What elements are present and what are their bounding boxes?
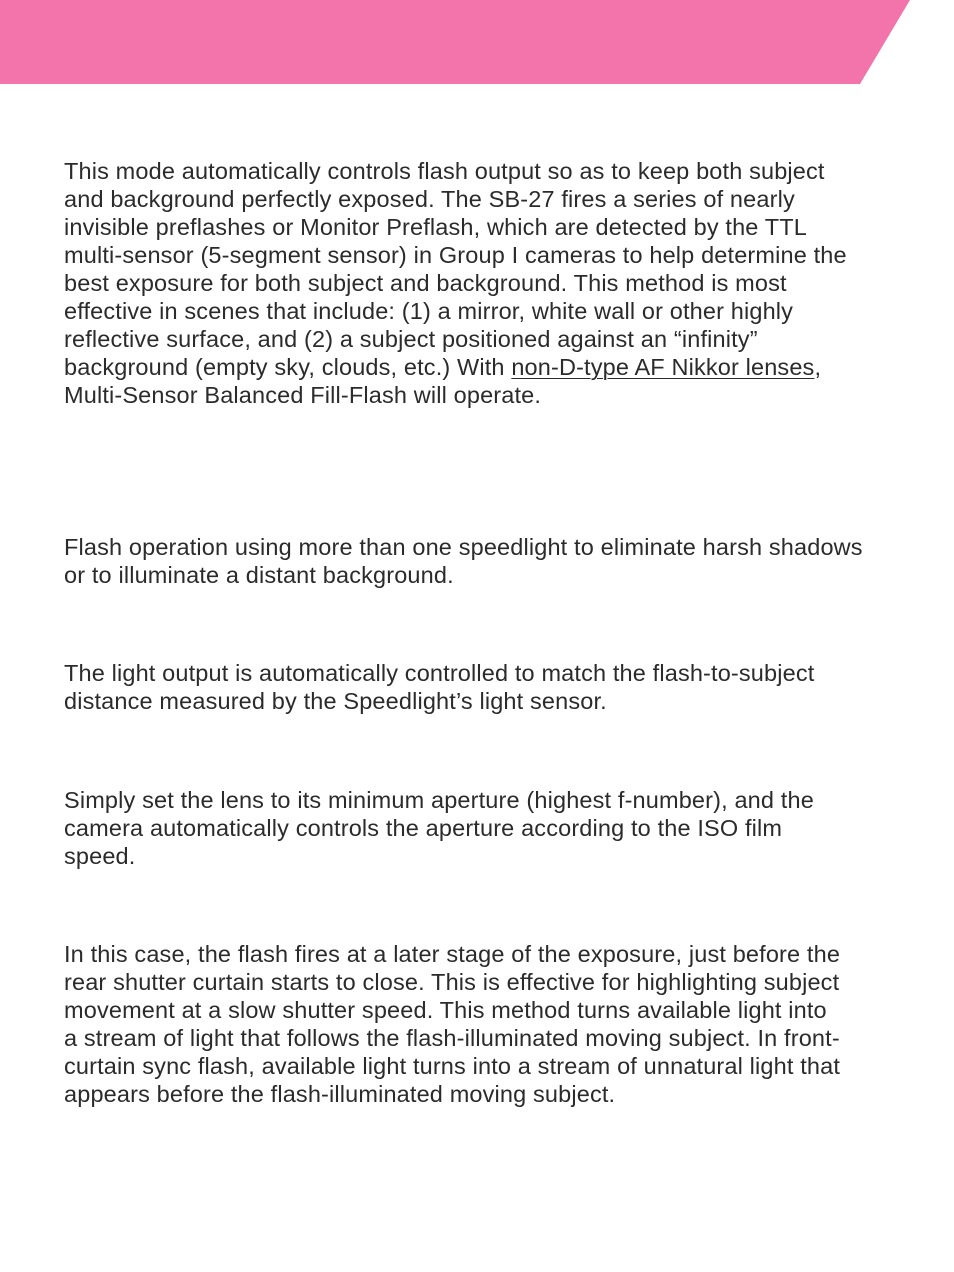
non-d-type-lenses-link[interactable]: non-D-type AF Nikkor lenses (511, 354, 815, 380)
aperture-control-paragraph: Simply set the lens to its minimum aperture (highest f-number), and the camera automatically controls the aperture according to the ISO film speed. (64, 787, 814, 869)
balanced-fill-flash-text: This mode automatically controls flash output so as to keep both subject and background perfectly exposed. The SB-27 fires a series of nearly invisible preflashes or Monitor Preflash, which are detected by the TTL multi-sensor (5-segment sensor) in Group I cameras to help determine the best exposure for both subject and background. This method is most effective in scenes that include: (1) a mirror, white wall or other highly reflective surface, and (2) a subject positioned against an “infinity” background (empty sky, clouds, etc.) With (64, 158, 847, 380)
rear-curtain-sync-paragraph: In this case, the flash fires at a later stage of the exposure, just before the rear shutter curtain starts to close. This is effective for highlighting subject movement at a slow shutter speed. This method turns available light into a stream of light that follows the flash-illuminated moving subject. In front-curtain sync flash, available light turns into a stream of unnatural light that appears before the flash-illuminated moving subject. (64, 941, 841, 1107)
header-band (0, 0, 954, 84)
balanced-fill-flash-text-end: , Multi-Sensor Balanced Fill-Flash will operate. (64, 354, 822, 408)
multiple-flash-paragraph: Flash operation using more than one speedlight to eliminate harsh shadows or to illuminate a distant background. (64, 534, 863, 588)
balanced-fill-flash-paragraph (64, 157, 864, 409)
auto-flash-paragraph: The light output is automatically controlled to match the flash-to-subject distance measured by the Speedlight’s light sensor. (64, 660, 815, 714)
header-band-shape (0, 0, 954, 84)
